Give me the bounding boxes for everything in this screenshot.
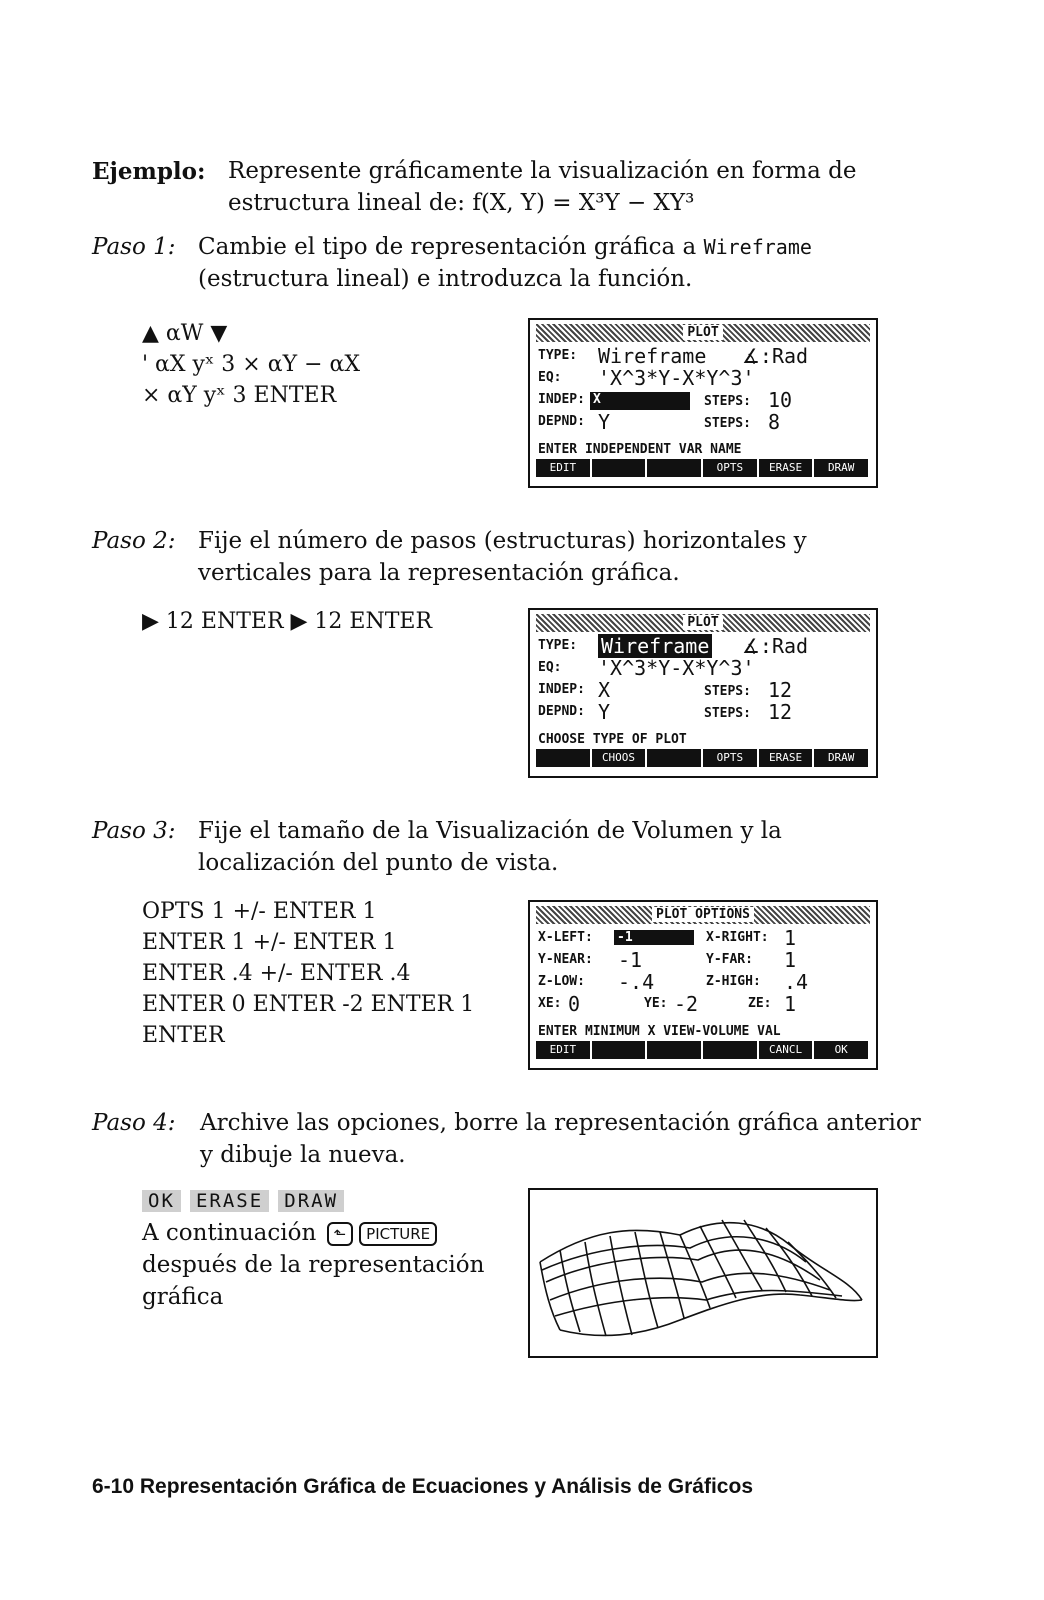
screen-header: PLOT — [536, 614, 870, 632]
softkey — [592, 1041, 646, 1059]
keystroke-line: ENTER 0 ENTER -2 ENTER 1 — [142, 992, 475, 1017]
screen-row-y: Y-NEAR: -1 Y-FAR: 1 — [538, 948, 797, 972]
step2-text-line1: Fije el número de pasos (estructuras) horizontales y — [198, 528, 807, 554]
softkey: EDIT — [536, 459, 590, 477]
step2-keystrokes: ▶ 12 ENTER ▶ 12 ENTER — [142, 609, 433, 634]
screen-row-eq: EQ: 'X^3*Y-X*Y^3' — [538, 656, 755, 680]
step1-label: Paso 1: — [92, 234, 176, 260]
step2-text-line2: verticales para la representación gráfica. — [198, 560, 680, 586]
screen-row-type: TYPE: Wireframe ∡:Rad — [538, 634, 809, 658]
step3-calculator-screen — [528, 900, 878, 1070]
screen-softkey-menu — [536, 1041, 870, 1059]
screen-row-eq: EQ: 'X^3*Y-X*Y^3' — [538, 366, 755, 390]
step3-label: Paso 3: — [92, 818, 176, 844]
example-text-line2: estructura lineal de: f(X, Y) = X³Y − XY³ — [228, 190, 695, 216]
step4-wireframe-plot-screen — [528, 1188, 878, 1358]
keystroke-line: ENTER .4 +/- ENTER .4 — [142, 961, 411, 986]
step4-continue-line1: A continuación ⬑ PICTURE — [142, 1218, 440, 1249]
softkey: EDIT — [536, 1041, 590, 1059]
example-label: Ejemplo: — [92, 158, 206, 185]
example-text-line1: Represente gráficamente la visualización en forma de — [228, 158, 857, 184]
softkey: DRAW — [814, 459, 868, 477]
softkey — [536, 749, 590, 767]
cursor-highlight: X — [590, 392, 690, 410]
step1-calculator-screen — [528, 318, 878, 488]
step1-text-line1 — [198, 232, 812, 263]
step1-text-line2: (estructura lineal) e introduzca la función. — [198, 266, 693, 292]
screen-header: PLOT — [536, 324, 870, 342]
screen-softkey-menu — [536, 459, 870, 477]
screen-softkey-menu — [536, 749, 870, 767]
shift-key: ⬑ — [327, 1222, 354, 1246]
keystroke-line: ENTER 1 +/- ENTER 1 — [142, 930, 397, 955]
softkey — [703, 1041, 757, 1059]
step3-text-line2: localización del punto de vista. — [198, 850, 559, 876]
softkey — [647, 459, 701, 477]
cursor-highlight: Wireframe — [598, 634, 712, 658]
screen-message: ENTER MINIMUM X VIEW-VOLUME VAL — [538, 1024, 781, 1039]
step2-calculator-screen — [528, 608, 878, 778]
softkey — [592, 459, 646, 477]
screen-row-z: Z-LOW: -.4 Z-HIGH: .4 — [538, 970, 809, 994]
softkey: DRAW — [814, 749, 868, 767]
softkey: OK — [814, 1041, 868, 1059]
screen-row-depnd: DEPND: Y STEPS: 8 — [538, 410, 781, 434]
keystroke-line: ENTER — [142, 1023, 225, 1048]
softkey — [647, 1041, 701, 1059]
step3-text-line1: Fije el tamaño de la Visualización de Volumen y la — [198, 818, 782, 844]
softkey — [647, 749, 701, 767]
picture-key: PICTURE — [359, 1222, 437, 1246]
keystroke-line: OPTS 1 +/- ENTER 1 — [142, 899, 377, 924]
screen-header: PLOT OPTIONS — [536, 906, 870, 924]
step4-continue-line2: después de la representación — [142, 1252, 485, 1278]
softkey: ERASE — [759, 749, 813, 767]
screen-row-eye: XE: 0 YE: -2 ZE: 1 — [538, 992, 797, 1016]
page-footer: 6-10 Representación Gráfica de Ecuaciones y Análisis de Gráficos — [92, 1475, 753, 1498]
screen-row-depnd: DEPND: Y STEPS: 12 — [538, 700, 793, 724]
screen-message: ENTER INDEPENDENT VAR NAME — [538, 442, 742, 457]
softkey: OPTS — [703, 459, 757, 477]
wireframe-surface-graphic — [530, 1190, 876, 1356]
keystroke-line: ▲ αW ▼ — [142, 321, 228, 346]
cursor-highlight: -1 — [614, 930, 694, 945]
screen-message: CHOOSE TYPE OF PLOT — [538, 732, 687, 747]
softkey-erase: ERASE — [190, 1190, 269, 1212]
softkey: OPTS — [703, 749, 757, 767]
step4-menu-keys — [142, 1190, 348, 1212]
step1-text-a: Cambie el tipo de representación gráfica a — [198, 234, 704, 260]
step1-wireframe-term: Wireframe — [703, 235, 812, 259]
screen-row-indep: INDEP: X STEPS: 10 — [538, 388, 793, 412]
screen-row-x: X-LEFT: -1 X-RIGHT: 1 — [538, 926, 797, 950]
step4-text-line2: y dibuje la nueva. — [200, 1142, 406, 1168]
keystroke-line: × αY yˣ 3 ENTER — [142, 383, 337, 408]
step2-label: Paso 2: — [92, 528, 176, 554]
step4-text-line1: Archive las opciones, borre la representación gráfica anterior — [200, 1110, 921, 1136]
step1-keystrokes — [142, 318, 360, 411]
softkey: ERASE — [759, 459, 813, 477]
step4-continue-line3: gráfica — [142, 1284, 224, 1310]
softkey: CHOOS — [592, 749, 646, 767]
step3-keystrokes — [142, 896, 474, 1051]
softkey: CANCL — [759, 1041, 813, 1059]
screen-row-type: TYPE: Wireframe ∡:Rad — [538, 344, 809, 368]
softkey-ok: OK — [142, 1190, 181, 1212]
screen-row-indep: INDEP: X STEPS: 12 — [538, 678, 793, 702]
step4-label: Paso 4: — [92, 1110, 176, 1136]
keystroke-line: ' αX yˣ 3 × αY − αX — [142, 352, 361, 377]
softkey-draw: DRAW — [278, 1190, 344, 1212]
